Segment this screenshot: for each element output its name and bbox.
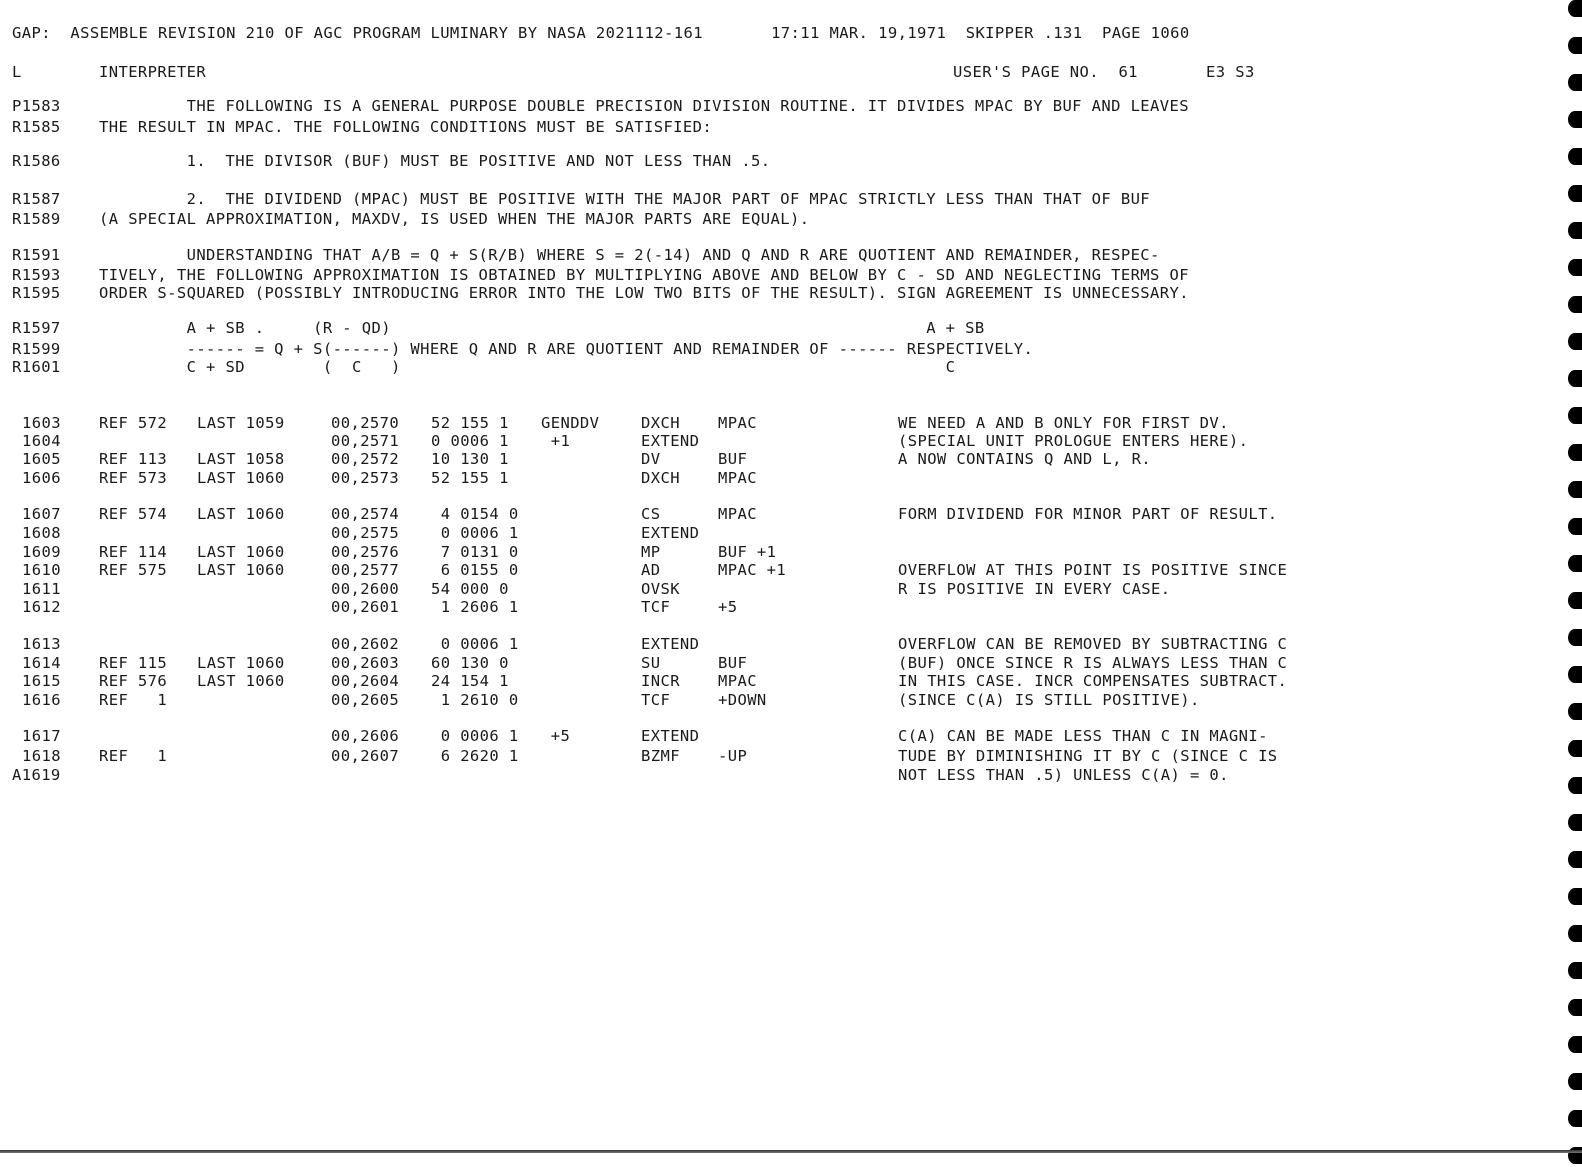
- sprocket-holes: [1558, 0, 1582, 1167]
- operand-field: +DOWN: [718, 691, 767, 709]
- sprocket-hole: [1568, 666, 1582, 683]
- note-line-text: THE RESULT IN MPAC. THE FOLLOWING CONDITIONS MUST BE SATISFIED:: [99, 118, 713, 136]
- note-line-id: R1589: [12, 210, 61, 228]
- sprocket-hole: [1568, 1110, 1582, 1127]
- opcode-field: OVSK: [641, 580, 680, 598]
- opcode-field: TCF: [641, 691, 671, 709]
- opcode-field: EXTEND: [641, 727, 700, 745]
- label-field: +1: [541, 432, 571, 450]
- opcode-field: EXTEND: [641, 524, 700, 542]
- section-title: INTERPRETER: [99, 63, 207, 81]
- sprocket-hole: [1568, 148, 1582, 165]
- comment-field: R IS POSITIVE IN EVERY CASE.: [898, 580, 1171, 598]
- octal-code: 10 130 1: [431, 450, 509, 468]
- line-number: 1615: [22, 672, 61, 690]
- note-line-text: ORDER S-SQUARED (POSSIBLY INTRODUCING ERROR INTO THE LOW TWO BITS OF THE RESULT). SIGN AGREEMENT IS UNNECESSARY.: [99, 284, 1189, 302]
- line-number: 1611: [22, 580, 61, 598]
- sprocket-hole: [1568, 407, 1582, 424]
- comment-field: (BUF) ONCE SINCE R IS ALWAYS LESS THAN C: [898, 654, 1288, 672]
- opcode-field: SU: [641, 654, 661, 672]
- sprocket-hole: [1568, 962, 1582, 979]
- note-line-text: ------ = Q + S(------) WHERE Q AND R ARE QUOTIENT AND REMAINDER OF ------ RESPECTIVELY.: [99, 340, 1034, 358]
- operand-field: MPAC: [718, 469, 757, 487]
- page-header-line: GAP: ASSEMBLE REVISION 210 OF AGC PROGRAM LUMINARY BY NASA 2021112-161 17:11 MAR. 19,1971 SKIPPER .131 PAGE 1060: [12, 24, 1190, 42]
- octal-code: 60 130 0: [431, 654, 509, 672]
- note-line-text: UNDERSTANDING THAT A/B = Q + S(R/B) WHERE S = 2(-14) AND Q AND R ARE QUOTIENT AND REMAINDER, RESPEC-: [99, 246, 1160, 264]
- line-number: 1607: [22, 505, 61, 523]
- page-bottom-rule: [0, 1150, 1582, 1153]
- note-line-id: R1586: [12, 152, 61, 170]
- line-number: 1616: [22, 691, 61, 709]
- ref-field: REF 576: [99, 672, 168, 690]
- last-field: LAST 1060: [197, 561, 285, 579]
- opcode-field: EXTEND: [641, 432, 700, 450]
- ref-field: REF 573: [99, 469, 168, 487]
- octal-code: 0 0006 1: [431, 635, 519, 653]
- last-field: LAST 1059: [197, 414, 285, 432]
- sprocket-hole: [1568, 888, 1582, 905]
- sprocket-hole: [1568, 296, 1582, 313]
- ref-field: REF 572: [99, 414, 168, 432]
- note-line-id: R1599: [12, 340, 61, 358]
- sprocket-hole: [1568, 1073, 1582, 1090]
- line-number: A1619: [12, 766, 61, 784]
- last-field: LAST 1058: [197, 450, 285, 468]
- octal-code: 52 155 1: [431, 469, 509, 487]
- comment-field: WE NEED A AND B ONLY FOR FIRST DV.: [898, 414, 1229, 432]
- sprocket-hole: [1568, 629, 1582, 646]
- sprocket-hole: [1568, 333, 1582, 350]
- octal-code: 6 0155 0: [431, 561, 519, 579]
- address-field: 00,2570: [331, 414, 400, 432]
- note-line-text: TIVELY, THE FOLLOWING APPROXIMATION IS OBTAINED BY MULTIPLYING ABOVE AND BELOW BY C - SD AND NEGLECTING TERMS OF: [99, 266, 1189, 284]
- note-line-text: 2. THE DIVIDEND (MPAC) MUST BE POSITIVE WITH THE MAJOR PART OF MPAC STRICTLY LESS THAN THAT OF BUF: [99, 190, 1151, 208]
- operand-field: -UP: [718, 747, 748, 765]
- octal-code: 0 0006 1: [431, 524, 519, 542]
- users-page-number: USER'S PAGE NO. 61 E3 S3: [953, 63, 1255, 81]
- line-number: 1613: [22, 635, 61, 653]
- address-field: 00,2577: [331, 561, 400, 579]
- octal-code: 52 155 1: [431, 414, 509, 432]
- sprocket-hole: [1568, 999, 1582, 1016]
- note-line-text: A + SB . (R - QD) A + SB: [99, 319, 985, 337]
- sprocket-hole: [1568, 185, 1582, 202]
- octal-code: 7 0131 0: [431, 543, 519, 561]
- opcode-field: MP: [641, 543, 661, 561]
- address-field: 00,2571: [331, 432, 400, 450]
- line-number: 1603: [22, 414, 61, 432]
- ref-field: REF 1: [99, 691, 168, 709]
- sprocket-hole: [1568, 851, 1582, 868]
- line-number: 1612: [22, 598, 61, 616]
- ref-field: REF 115: [99, 654, 168, 672]
- ref-field: REF 575: [99, 561, 168, 579]
- operand-field: BUF: [718, 450, 748, 468]
- address-field: 00,2575: [331, 524, 400, 542]
- sprocket-hole: [1568, 74, 1582, 91]
- note-line-text: C + SD ( C ) C: [99, 358, 956, 376]
- line-number: 1605: [22, 450, 61, 468]
- sprocket-hole: [1568, 37, 1582, 54]
- sprocket-hole: [1568, 222, 1582, 239]
- operand-field: MPAC: [718, 505, 757, 523]
- ref-field: REF 1: [99, 747, 168, 765]
- operand-field: MPAC: [718, 414, 757, 432]
- octal-code: 1 2606 1: [431, 598, 519, 616]
- sprocket-hole: [1568, 925, 1582, 942]
- comment-field: FORM DIVIDEND FOR MINOR PART OF RESULT.: [898, 505, 1278, 523]
- address-field: 00,2606: [331, 727, 400, 745]
- address-field: 00,2600: [331, 580, 400, 598]
- sprocket-hole: [1568, 0, 1582, 17]
- note-line-text: 1. THE DIVISOR (BUF) MUST BE POSITIVE AND NOT LESS THAN .5.: [99, 152, 771, 170]
- operand-field: BUF +1: [718, 543, 777, 561]
- opcode-field: BZMF: [641, 747, 680, 765]
- sprocket-hole: [1568, 111, 1582, 128]
- operand-field: MPAC +1: [718, 561, 787, 579]
- address-field: 00,2603: [331, 654, 400, 672]
- comment-field: (SINCE C(A) IS STILL POSITIVE).: [898, 691, 1200, 709]
- octal-code: 54 000 0: [431, 580, 509, 598]
- operand-field: BUF: [718, 654, 748, 672]
- line-number: 1618: [22, 747, 61, 765]
- comment-field: A NOW CONTAINS Q AND L, R.: [898, 450, 1152, 468]
- address-field: 00,2602: [331, 635, 400, 653]
- opcode-field: AD: [641, 561, 661, 579]
- line-number: 1614: [22, 654, 61, 672]
- sprocket-hole: [1568, 1036, 1582, 1053]
- label-field: GENDDV: [541, 414, 600, 432]
- sprocket-hole: [1568, 370, 1582, 387]
- address-field: 00,2601: [331, 598, 400, 616]
- sprocket-hole: [1568, 814, 1582, 831]
- address-field: 00,2605: [331, 691, 400, 709]
- note-line-id: R1593: [12, 266, 61, 284]
- sprocket-hole: [1568, 703, 1582, 720]
- line-number: 1604: [22, 432, 61, 450]
- comment-field: OVERFLOW CAN BE REMOVED BY SUBTRACTING C: [898, 635, 1288, 653]
- last-field: LAST 1060: [197, 672, 285, 690]
- octal-code: 6 2620 1: [431, 747, 519, 765]
- sprocket-hole: [1568, 555, 1582, 572]
- address-field: 00,2576: [331, 543, 400, 561]
- octal-code: 0 0006 1: [431, 727, 519, 745]
- comment-field: OVERFLOW AT THIS POINT IS POSITIVE SINCE: [898, 561, 1288, 579]
- address-field: 00,2572: [331, 450, 400, 468]
- address-field: 00,2573: [331, 469, 400, 487]
- last-field: LAST 1060: [197, 469, 285, 487]
- line-number: 1610: [22, 561, 61, 579]
- note-line-text: THE FOLLOWING IS A GENERAL PURPOSE DOUBLE PRECISION DIVISION ROUTINE. IT DIVIDES MPAC BY BUF AND LEAVES: [99, 97, 1189, 115]
- ref-field: REF 114: [99, 543, 168, 561]
- opcode-field: DXCH: [641, 414, 680, 432]
- sprocket-hole: [1568, 444, 1582, 461]
- address-field: 00,2607: [331, 747, 400, 765]
- opcode-field: CS: [641, 505, 661, 523]
- opcode-field: TCF: [641, 598, 671, 616]
- line-number: 1609: [22, 543, 61, 561]
- note-line-id: R1597: [12, 319, 61, 337]
- last-field: LAST 1060: [197, 505, 285, 523]
- note-line-id: R1595: [12, 284, 61, 302]
- line-number: 1617: [22, 727, 61, 745]
- sprocket-hole: [1568, 777, 1582, 794]
- comment-field: C(A) CAN BE MADE LESS THAN C IN MAGNI-: [898, 727, 1268, 745]
- last-field: LAST 1060: [197, 654, 285, 672]
- note-line-text: (A SPECIAL APPROXIMATION, MAXDV, IS USED WHEN THE MAJOR PARTS ARE EQUAL).: [99, 210, 810, 228]
- comment-field: (SPECIAL UNIT PROLOGUE ENTERS HERE).: [898, 432, 1249, 450]
- opcode-field: EXTEND: [641, 635, 700, 653]
- comment-field: NOT LESS THAN .5) UNLESS C(A) = 0.: [898, 766, 1229, 784]
- ref-field: REF 113: [99, 450, 168, 468]
- operand-field: MPAC: [718, 672, 757, 690]
- octal-code: 4 0154 0: [431, 505, 519, 523]
- octal-code: 1 2610 0: [431, 691, 519, 709]
- address-field: 00,2574: [331, 505, 400, 523]
- sprocket-hole: [1568, 481, 1582, 498]
- sprocket-hole: [1568, 740, 1582, 757]
- last-field: LAST 1060: [197, 543, 285, 561]
- note-line-id: P1583: [12, 97, 61, 115]
- listing-type-letter: L: [12, 63, 22, 81]
- comment-field: IN THIS CASE. INCR COMPENSATES SUBTRACT.: [898, 672, 1288, 690]
- line-number: 1608: [22, 524, 61, 542]
- address-field: 00,2604: [331, 672, 400, 690]
- label-field: +5: [541, 727, 571, 745]
- operand-field: +5: [718, 598, 738, 616]
- sprocket-hole: [1568, 518, 1582, 535]
- opcode-field: INCR: [641, 672, 680, 690]
- line-number: 1606: [22, 469, 61, 487]
- sprocket-hole: [1568, 259, 1582, 276]
- comment-field: TUDE BY DIMINISHING IT BY C (SINCE C IS: [898, 747, 1278, 765]
- opcode-field: DXCH: [641, 469, 680, 487]
- note-line-id: R1587: [12, 190, 61, 208]
- note-line-id: R1585: [12, 118, 61, 136]
- note-line-id: R1591: [12, 246, 61, 264]
- octal-code: 24 154 1: [431, 672, 509, 690]
- note-line-id: R1601: [12, 358, 61, 376]
- opcode-field: DV: [641, 450, 661, 468]
- ref-field: REF 574: [99, 505, 168, 523]
- sprocket-hole: [1568, 592, 1582, 609]
- octal-code: 0 0006 1: [431, 432, 509, 450]
